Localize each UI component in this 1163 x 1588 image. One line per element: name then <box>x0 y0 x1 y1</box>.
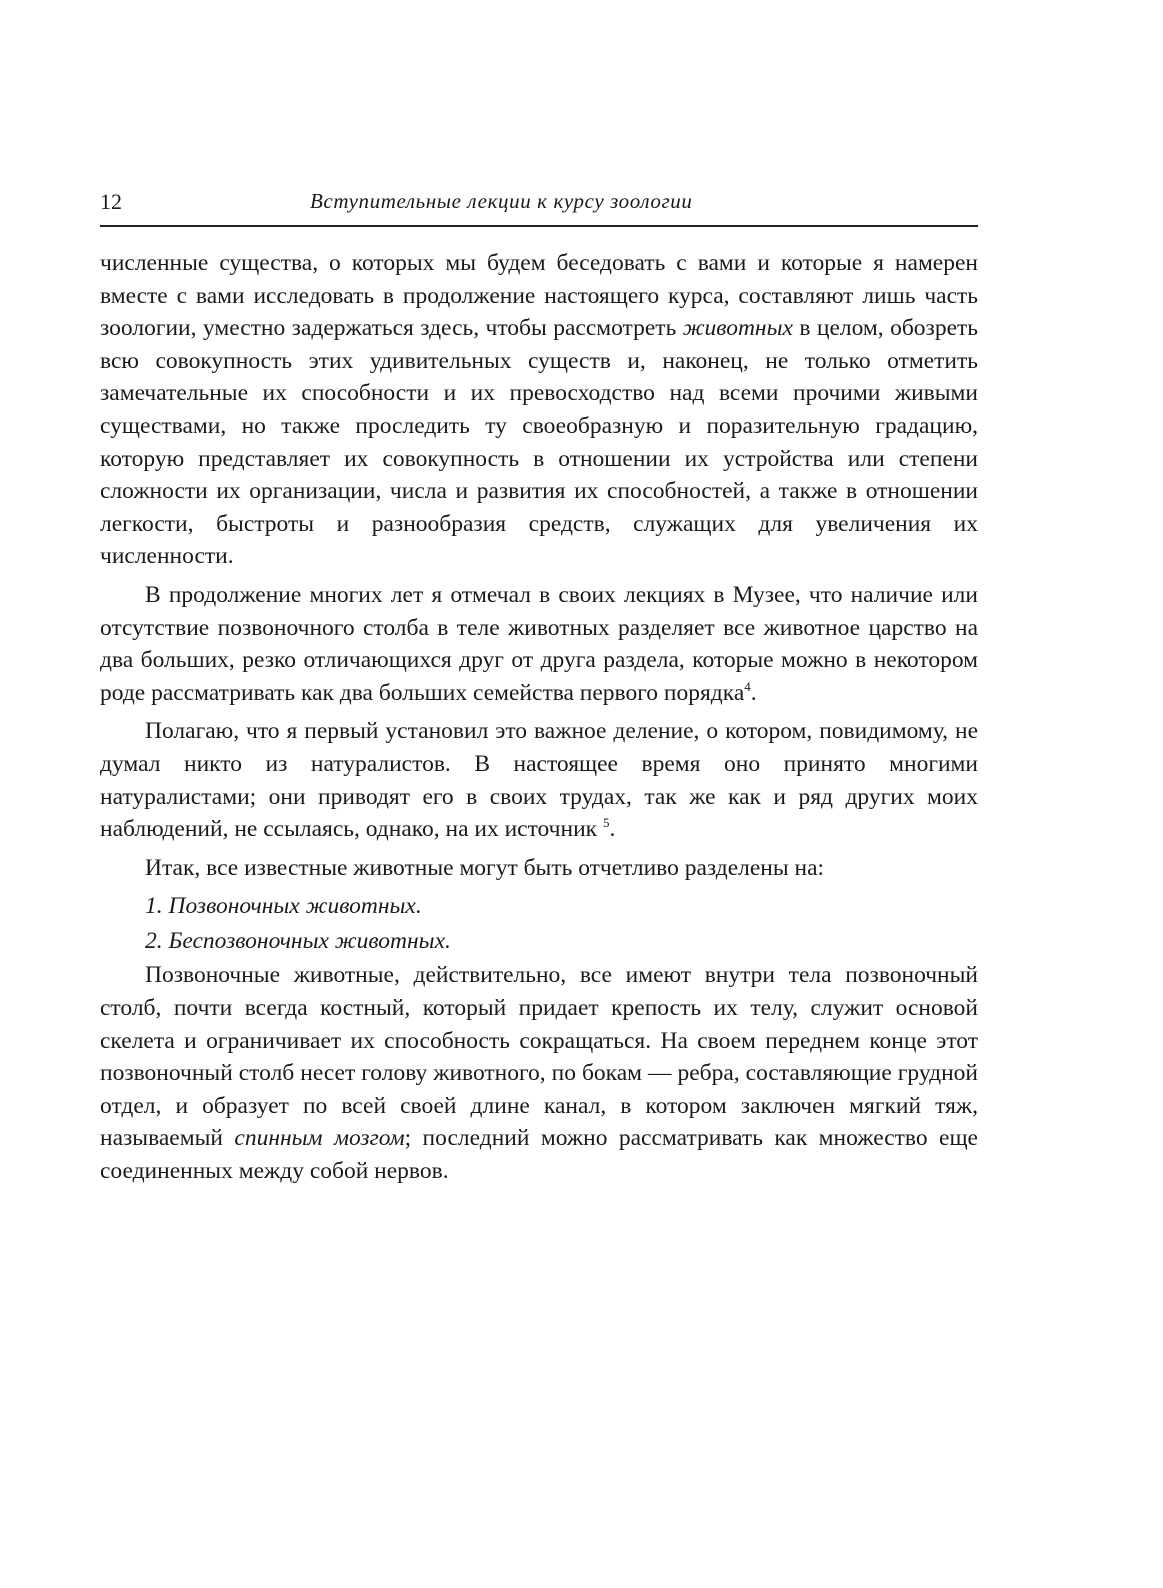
body-text <box>100 247 978 1188</box>
paragraph-end: . <box>750 679 757 706</box>
paragraph-text: Итак, все известные животные могут быть отчетливо разделены на: <box>145 854 825 881</box>
page-number: 12 <box>100 189 122 214</box>
paragraph-text: в целом, обозреть всю совокупность этих удивительных существ и, наконец, не только отметить замечательные их способности и их превосходство над всеми прочими живыми существами, но также проследить ту своеобразную и поразительную градацию, которую представляет их совокупность в отношении их устройства или степени сложности их организации, числа и развития их способностей, а также в отношении легкости, быстроты и разнообразия средств, служащих для увеличения их численности. <box>100 315 978 570</box>
emphasis-text: спинным мозгом <box>234 1125 405 1152</box>
paragraph-text: ; последний можно рассматривать как множество еще соединенных между собой нервов. <box>100 1125 978 1185</box>
footnote-ref-4: 4 <box>744 678 751 694</box>
footnote-ref-5: 5 <box>602 815 610 831</box>
running-title: Вступительные лекции к курсу зоологии <box>310 189 693 213</box>
emphasis-text: животных <box>682 315 793 342</box>
paragraph-text: В продолжение многих лет я отмечал в своих лекциях в Музее, что наличие или отсутствие позвоночного столба в теле животных разделяет все животное царство на два больших, резко отличающихся друг от друга раздела, которые можно в некотором роде рассматривать как два больших семейства первого порядка <box>100 581 978 706</box>
paragraph-classification <box>100 852 978 885</box>
book-page <box>100 185 978 1194</box>
paragraph-vertebrates <box>100 959 978 1187</box>
list-item-vertebrates: 1. Позвоночных животных. <box>145 893 422 920</box>
paragraph-division <box>100 579 978 709</box>
running-head <box>100 185 978 227</box>
paragraph-priority <box>100 715 978 845</box>
list-item-invertebrates: 2. Беспозвоночных животных. <box>145 927 451 954</box>
paragraph-text: численные существа, о которых мы будем беседовать с вами и которые я намерен вместе с вами исследовать в продолжение настоящего курса, составляют лишь часть зоологии, уместно задержаться здесь, чтобы рассмотреть <box>100 250 978 342</box>
paragraph-text: Полагаю, что я первый установил это важное деление, о котором, повидимому, не думал никто из натуралистов. В настоящее время оно принято многими натуралистами; они приводят его в своих трудах, так же как и ряд других моих наблюдений, не ссылаясь, однако, на их источник <box>100 718 978 843</box>
paragraph-text: Позвоночные животные, действительно, все имеют внутри тела позвоночный столб, почти всегда костный, который придает крепость их телу, служит основой скелета и ограничивает их способность сокращаться. На своем переднем конце этот позвоночный столб несет голову животного, по бокам — ребра, составляющие грудной отдел, и образует по всей своей длине канал, в котором заключен мягкий тяж, называемый <box>100 962 978 1152</box>
paragraph-continuation <box>100 247 978 573</box>
paragraph-end: . <box>609 816 616 843</box>
